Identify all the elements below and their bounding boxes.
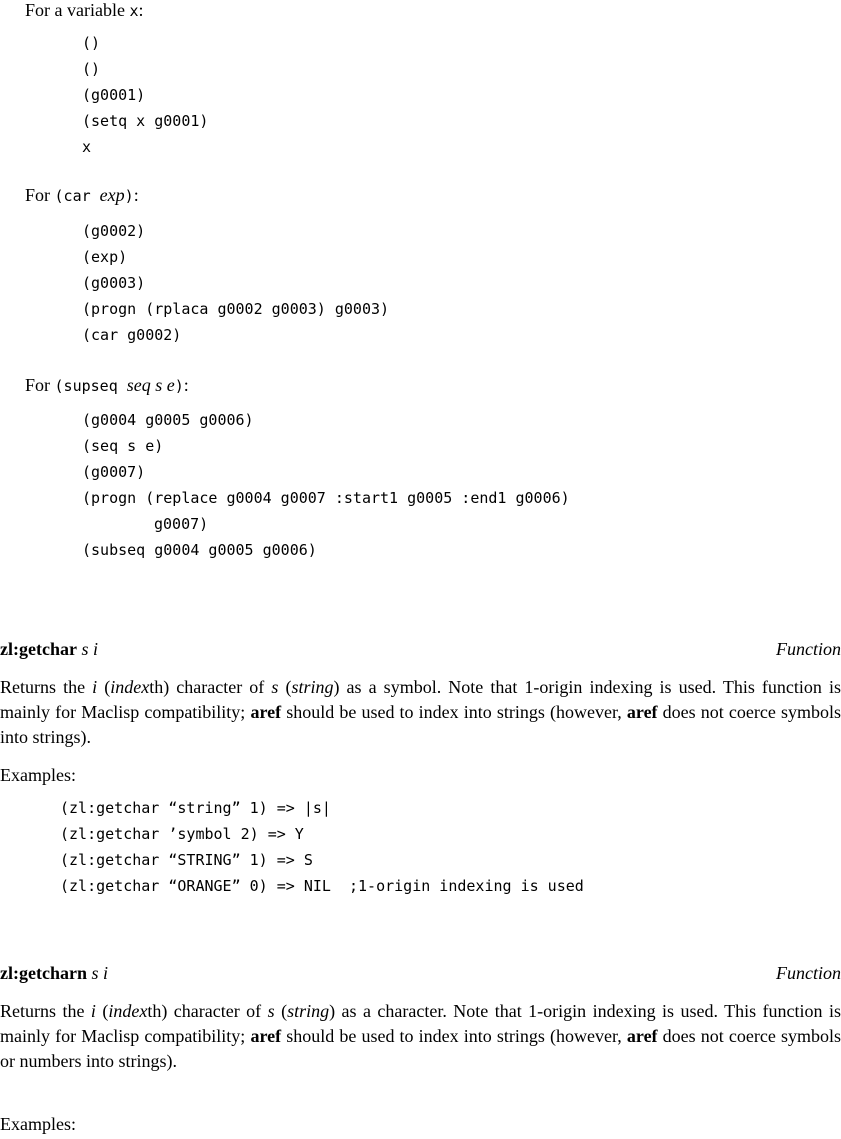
code-line: (progn (rplaca g0002 g0003) g0003) [82, 300, 390, 318]
code-line: (exp) [82, 248, 128, 266]
arg-string: string [291, 677, 334, 697]
entry-type: Function [776, 963, 841, 983]
text: Returns the [0, 1001, 91, 1021]
heading-text: For a variable [25, 0, 130, 20]
function-args: s i [91, 963, 108, 983]
description-getchar [0, 675, 841, 750]
function-ref: aref [626, 1026, 658, 1046]
code-line: (progn (replace g0004 g0007 :start1 g0005 :end1 g0006) [82, 489, 570, 507]
text: ) as a character. Note that 1-origin indexing is used. This function is mainly for Maclisp compatibility; [0, 1001, 841, 1046]
text: should be used to index into strings (however, [281, 702, 627, 722]
arg-i: i [92, 677, 98, 697]
text: ( [97, 677, 111, 697]
function-ref: aref [250, 1026, 282, 1046]
text: Returns the [0, 677, 93, 697]
heading-for-variable [25, 0, 144, 21]
examples-label: Examples: [0, 765, 76, 785]
code-open: (supseq [54, 377, 127, 395]
arg-index: index [110, 677, 150, 697]
code-line: (g0007) [82, 463, 146, 481]
code-line: () [82, 60, 101, 78]
text: does not coerce symbols into strings). [0, 702, 841, 747]
examples-getchar [60, 795, 584, 899]
example-line: (zl:getchar “ORANGE” 0) => NIL ;1-origin indexing is used [60, 877, 584, 895]
arg-i: i [90, 1001, 96, 1021]
code-line: () [82, 34, 101, 52]
code-line: (car g0002) [82, 326, 182, 344]
text: should be used to index into strings (however, [281, 1026, 627, 1046]
variable-name: x [129, 2, 139, 20]
code-line: x [82, 138, 92, 156]
code-line: (setq x g0001) [82, 112, 209, 130]
description-getcharn [0, 999, 841, 1074]
code-block-variable [82, 30, 208, 160]
code-line: (g0002) [82, 222, 146, 240]
function-name: zl:getchar [0, 639, 77, 659]
text: ( [95, 1001, 109, 1021]
text: ( [274, 1001, 288, 1021]
code-block-supseq [82, 407, 570, 563]
heading-text: For [25, 185, 55, 205]
code-line: (g0004 g0005 g0006) [82, 411, 254, 429]
arg-s: s [271, 677, 279, 697]
example-line: (zl:getchar “string” 1) => |s| [60, 799, 331, 817]
example-line: (zl:getchar “STRING” 1) => S [60, 851, 313, 869]
function-ref: aref [250, 702, 282, 722]
entry-type: Function [776, 639, 841, 659]
arg-s: s [267, 1001, 275, 1021]
arg-index: index [108, 1001, 148, 1021]
heading-colon: : [138, 0, 144, 20]
text: ) as a symbol. Note that 1-origin indexing is used. This function is mainly for Maclisp compatibility; [0, 677, 841, 722]
code-line: (g0001) [82, 86, 146, 104]
text: th) character of [149, 677, 272, 697]
examples-label: Examples: [0, 1114, 76, 1134]
code-close: ) [174, 377, 184, 395]
argument-name: exp [99, 185, 125, 205]
argument-name: seq s e [126, 375, 175, 395]
heading-colon: : [133, 185, 139, 205]
text: ( [278, 677, 292, 697]
code-line: (g0003) [82, 274, 146, 292]
entry-header-getcharn [0, 960, 841, 986]
function-name: zl:getcharn [0, 963, 87, 983]
code-line-continuation: g0007) [154, 515, 209, 533]
function-args: s i [81, 639, 98, 659]
heading-text: For [25, 375, 55, 395]
heading-for-supseq [25, 375, 189, 396]
example-line: (zl:getchar ’symbol 2) => Y [60, 825, 304, 843]
text: does not coerce symbols or numbers into strings). [0, 1026, 841, 1071]
entry-header-getchar [0, 636, 841, 662]
text: th) character of [147, 1001, 268, 1021]
code-line: (subseq g0004 g0005 g0006) [82, 541, 317, 559]
code-close: ) [124, 187, 134, 205]
code-line: (seq s e) [82, 437, 164, 455]
code-block-car [82, 218, 389, 348]
code-open: (car [54, 187, 100, 205]
heading-for-car [25, 185, 139, 206]
arg-string: string [287, 1001, 330, 1021]
heading-colon: : [183, 375, 189, 395]
function-ref: aref [626, 702, 658, 722]
